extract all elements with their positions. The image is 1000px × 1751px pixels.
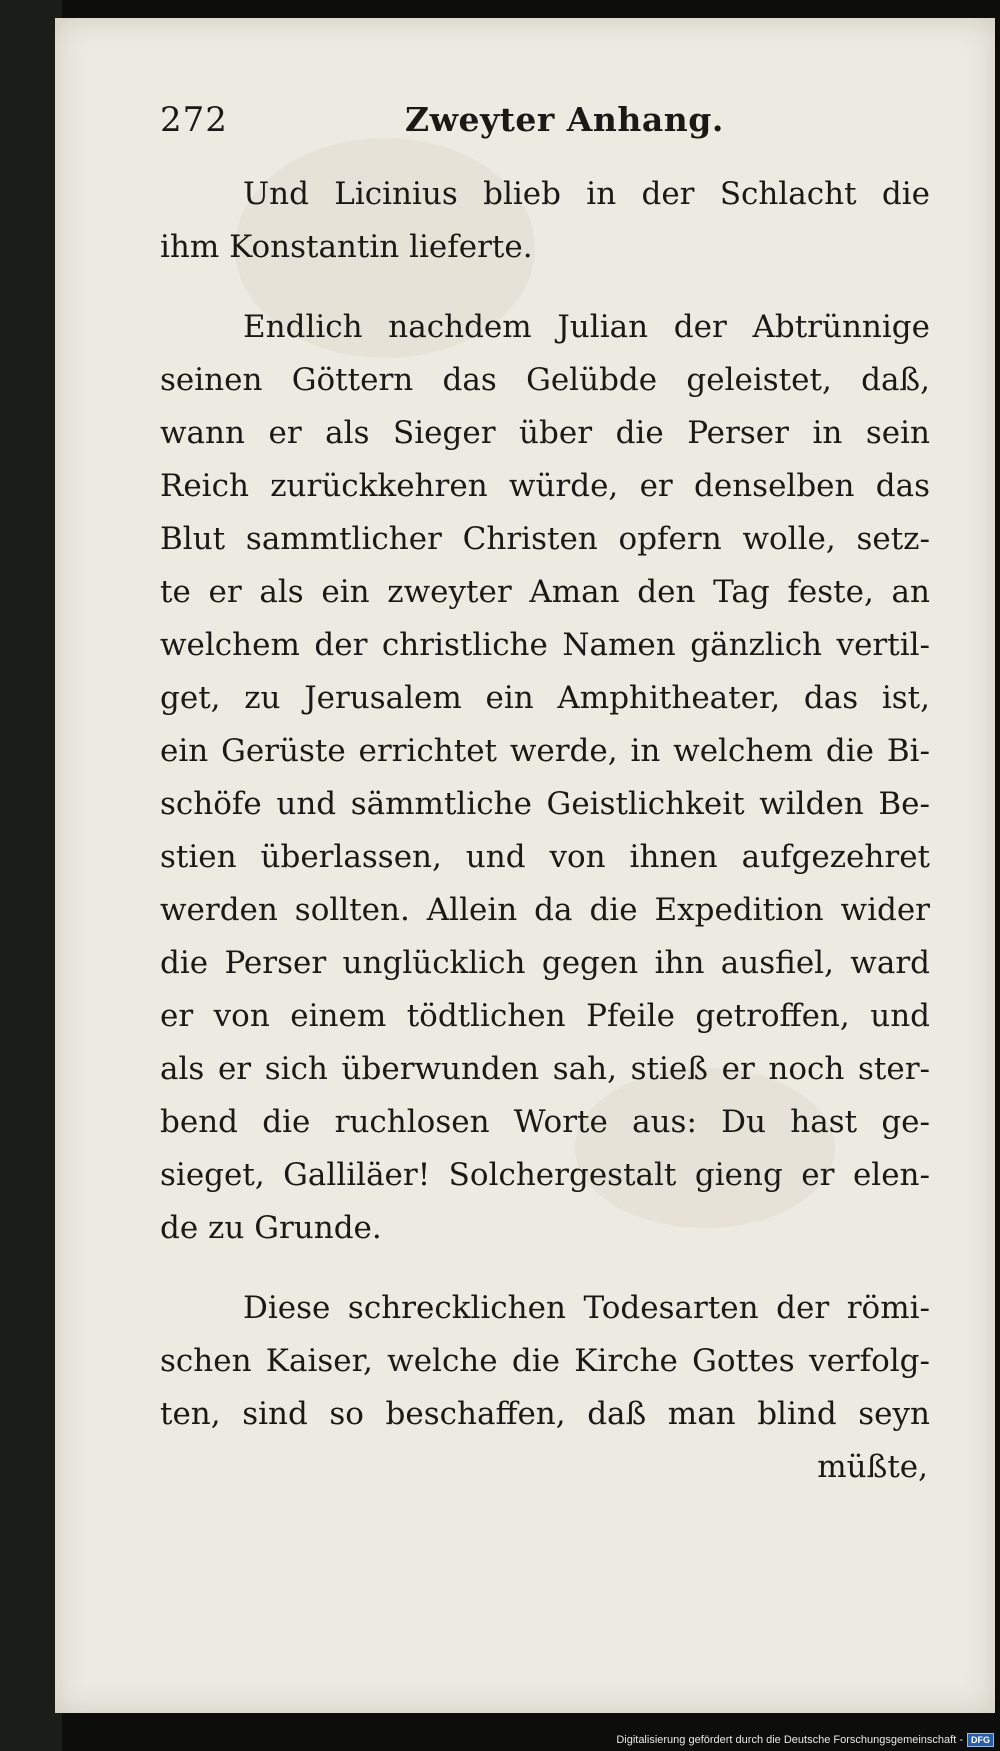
- text-line: seinen Göttern das Gelübde geleistet, daß,: [160, 362, 930, 398]
- scan-left-edge: [0, 0, 62, 1751]
- paragraph: [160, 168, 930, 274]
- catchword: müßte,: [817, 1449, 928, 1485]
- text-line: Blut sammtlicher Christen opfern wolle, setz-: [160, 521, 930, 557]
- paragraph: [160, 1282, 930, 1441]
- body-text: [160, 168, 930, 1494]
- text-line: Reich zurückkehren würde, er denselben das: [160, 468, 930, 504]
- text-line: als er sich überwunden sah, stieß er noch ster-: [160, 1051, 930, 1087]
- text-line: sieget, Galliläer! Solchergestalt gieng er elen-: [160, 1157, 930, 1193]
- text-line: wann er als Sieger über die Perser in sein: [160, 415, 930, 451]
- text-line: Endlich nachdem Julian der Abtrünnige: [243, 309, 930, 345]
- text-line: ten, sind so beschaffen, daß man blind seyn: [160, 1396, 930, 1432]
- text-line: Und Licinius blieb in der Schlacht die: [243, 176, 930, 212]
- text-line: er von einem tödtlichen Pfeile getroffen, und: [160, 998, 930, 1034]
- page-number: 272: [160, 100, 228, 140]
- text-line: schen Kaiser, welche die Kirche Gottes verfolg-: [160, 1343, 930, 1379]
- text-line: schöfe und sämmtliche Geistlichkeit wilden Be-: [160, 786, 930, 822]
- text-line: die Perser unglücklich gegen ihn ausfiel, ward: [160, 945, 930, 981]
- page-header: [160, 100, 930, 150]
- running-head: Zweyter Anhang.: [405, 100, 724, 139]
- text-line: de zu Grunde.: [160, 1210, 382, 1246]
- dfg-logo: DFG: [967, 1733, 994, 1747]
- text-line: stien überlassen, und von ihnen aufgezehret: [160, 839, 930, 875]
- text-line: ein Gerüste errichtet werde, in welchem die Bi-: [160, 733, 930, 769]
- text-line: te er als ein zweyter Aman den Tag feste, an: [160, 574, 930, 610]
- digitization-credit: [616, 1733, 994, 1747]
- paragraph: [160, 301, 930, 1255]
- text-line: bend die ruchlosen Worte aus: Du hast ge-: [160, 1104, 930, 1140]
- text-line: Diese schrecklichen Todesarten der römi-: [243, 1290, 930, 1326]
- credit-text: Digitalisierung gefördert durch die Deutsche Forschungsgemeinschaft -: [616, 1734, 963, 1746]
- text-line: get, zu Jerusalem ein Amphitheater, das ist,: [160, 680, 930, 716]
- text-line: werden sollten. Allein da die Expedition wider: [160, 892, 930, 928]
- text-line: ihm Konstantin lieferte.: [160, 229, 533, 265]
- text-line: welchem der christliche Namen gänzlich vertil-: [160, 627, 930, 663]
